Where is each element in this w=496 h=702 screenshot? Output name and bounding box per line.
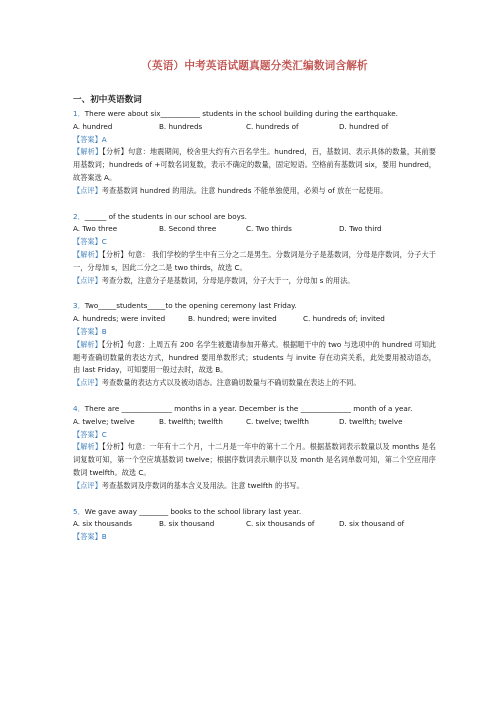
question-number: 4． bbox=[73, 403, 85, 413]
comment-tag: 【点评】 bbox=[73, 480, 102, 490]
options-row bbox=[73, 121, 436, 134]
answer: 【答案】C bbox=[73, 429, 107, 439]
options-row bbox=[73, 223, 436, 236]
comment bbox=[73, 185, 436, 198]
answer: 【答案】C bbox=[73, 237, 107, 247]
option-d: D. six thousand of bbox=[339, 519, 405, 529]
analysis-text: 【分析】句意：上周五有 200 名学生被邀请参加开幕式。根据题干中的 two 与选项中的 hundred 可知此题考查确切数量的表达方式，hundred 要用单数形式；students 与 invite 存在动宾关系，此处要用被动语态，由 last Friday，可知要用一般过去时，故选 B。 bbox=[73, 339, 436, 375]
option-d: D. Two third bbox=[339, 224, 382, 234]
option-d: D. twelfth; twelve bbox=[339, 416, 403, 426]
comment-text: 考查数量的表达方式以及被动语态。注意确切数量与不确切数量在表达上的不同。 bbox=[101, 378, 361, 388]
analysis-tag: 【解析】 bbox=[73, 339, 102, 349]
option-b: B. six thousand bbox=[159, 519, 215, 529]
option-b: B. twelfth; twelfth bbox=[159, 416, 223, 426]
question-number: 1． bbox=[73, 109, 85, 118]
answer: 【答案】B bbox=[73, 326, 107, 336]
option-b: B. Second three bbox=[159, 224, 217, 234]
question-text: We gave away ________ books to the school library last year. bbox=[84, 506, 302, 516]
comment-text: 考查分数，注意分子是基数词，分母是序数词，分子大于一，分母加 s 的用法。 bbox=[101, 275, 355, 285]
option-c: C. Two thirds bbox=[246, 224, 292, 234]
question-text: There are ______________ months in a year. December is the ______________ month of a year. bbox=[84, 403, 413, 413]
question-2 bbox=[73, 211, 436, 288]
question-3 bbox=[73, 300, 436, 390]
question-text: ______ of the students in our school are boys. bbox=[84, 211, 247, 221]
analysis-tag: 【解析】 bbox=[73, 442, 103, 452]
analysis-text: 【分析】句意： 我们学校的学生中有三分之二是男生。分数词是分子是基数词，分母是序数词，分子大于一，分母加 s，因此二分之二是 two thirds，故选 C。 bbox=[73, 249, 436, 272]
question-4 bbox=[73, 403, 436, 493]
comment-text: 考查基数词 hundred 的用法。注意 hundreds 不能单独使用，必须与 of 放在一起使用。 bbox=[101, 185, 388, 195]
analysis bbox=[73, 146, 436, 184]
question-1 bbox=[73, 108, 436, 198]
option-a: A. hundreds; were invited bbox=[73, 314, 166, 324]
options-row bbox=[73, 313, 436, 326]
option-c: C. six thousands of bbox=[246, 519, 315, 529]
analysis bbox=[73, 339, 436, 377]
question-number: 3． bbox=[73, 301, 85, 311]
question-number: 5． bbox=[73, 506, 85, 516]
comment bbox=[73, 377, 436, 390]
question-text: There were about six___________ students in the school building during the earthquake. bbox=[84, 109, 398, 118]
analysis bbox=[73, 249, 436, 275]
comment-tag: 【点评】 bbox=[73, 275, 102, 285]
option-b: B. hundred; were invited bbox=[188, 314, 277, 324]
answer: 【答案】B bbox=[73, 532, 107, 542]
question-text: Two_____students_____to the opening ceremony last Friday. bbox=[84, 301, 297, 311]
analysis-tag: 【解析】 bbox=[73, 147, 103, 157]
options-row bbox=[73, 518, 436, 531]
comment-tag: 【点评】 bbox=[73, 185, 102, 195]
section-heading: 一、初中英语数词 bbox=[73, 95, 142, 105]
option-a: A. hundred bbox=[73, 121, 113, 131]
option-c: C. hundreds of; invited bbox=[303, 314, 385, 324]
analysis-tag: 【解析】 bbox=[73, 249, 103, 259]
option-a: A. six thousands bbox=[73, 519, 132, 529]
question-stem bbox=[73, 403, 436, 416]
option-c: C. hundreds of bbox=[246, 121, 299, 131]
comment bbox=[73, 275, 436, 288]
question-number: 2． bbox=[73, 211, 85, 221]
analysis-text: 【分析】句意：地震期间，校舍里大约有六百名学生。hundred，百，基数词、表示具体的数量，其前要用基数词；hundreds of +可数名词复数，表示不确定的数量，固定短语。空格前有基数词 six，要用 hundred，故答案选 A。 bbox=[73, 147, 436, 182]
question-stem bbox=[73, 506, 436, 519]
question-stem bbox=[73, 300, 436, 313]
analysis-text: 【分析】句意：一年有十二个月，十二月是一年中的第十二个月。根据基数词表示数量以及 months 是名词复数可知，第一个空应填基数词 twelve；根据序数词表示顺序以及 month 是名词单数可知，第二个空应用序数词 twelfth。故选 C。 bbox=[73, 442, 436, 477]
question-stem bbox=[73, 108, 436, 121]
options-row bbox=[73, 416, 436, 429]
document-title: （英语）中考英语试题真题分类汇编数词含解析 bbox=[141, 60, 368, 72]
option-d: D. hundred of bbox=[339, 121, 389, 131]
comment-tag: 【点评】 bbox=[73, 378, 102, 388]
question-stem bbox=[73, 211, 436, 224]
question-5 bbox=[73, 506, 436, 544]
option-a: A. Two three bbox=[73, 224, 118, 234]
option-c: C. twelve; twelfth bbox=[246, 416, 309, 426]
answer: 【答案】A bbox=[73, 134, 107, 144]
comment bbox=[73, 480, 436, 493]
analysis bbox=[73, 441, 436, 479]
option-a: A. twelve; twelve bbox=[73, 416, 135, 426]
option-b: B. hundreds bbox=[159, 121, 203, 131]
comment-text: 考查基数词及序数词的基本含义及用法。注意 twelfth 的书写。 bbox=[101, 480, 304, 490]
